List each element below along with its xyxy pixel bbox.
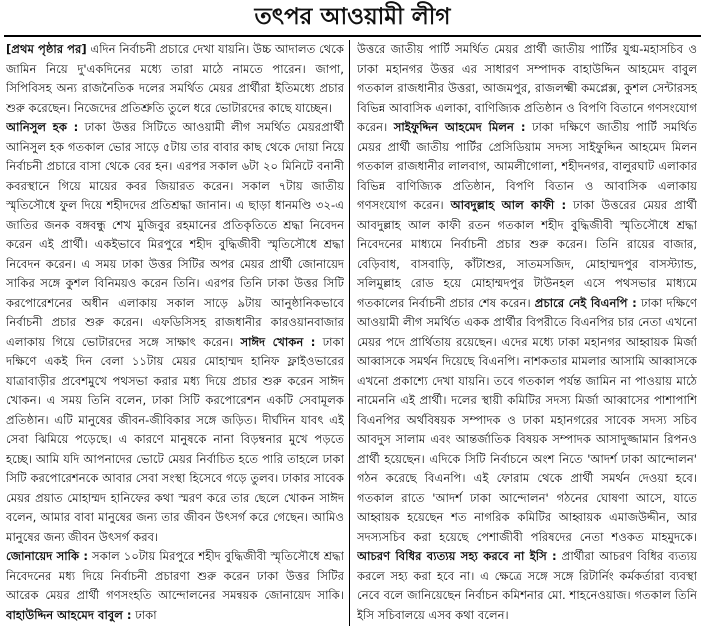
headline-rule — [4, 35, 701, 37]
run: আনিসুল হক : — [6, 120, 79, 134]
run: প্রচারে নেই বিএনপি : — [534, 295, 637, 310]
run: প্রার্থীরা আচরণ বিধির ব্যত্যয় করলে সহ্য করা হবে না। এ ক্ষেত্রে সঙ্গে সঙ্গে রিটার্নিং কর্মকর্তারা ব্যবস্থা নেবে বলে জানিয়েছেন নির্বাচন কমিশনার মো. শাহনেওয়াজ। গতকাল তিনি ইসি সচিবালয়ে এসব কথা বলেন। — [357, 549, 697, 622]
run: ঢাকা উত্তরের মেয়র প্রার্থী আবদুল্লাহ আল কাফী রতন গতকাল শহীদ বুদ্ধিজীবী স্মৃতিসৌধে শ্রদ্ধা নিবেদনের মাধ্যমে নির্বাচনী প্রচার শুরু করেন। তিনি রায়ের বাজার, বেড়িবাধ, বাসবাড়ি, কাঁটাশুর, সাতমসজিদ, মোহাম্মদপুর বাসস্ট্যান্ড, সলিমুল্লাহ রোড হয়ে মোহাম্মদপুর টাউনহল এসে পথসভার মাধ্যমে গতকালের নির্বাচনী প্রচার শেষ করেন। — [357, 198, 697, 310]
left-paragraph-3 — [6, 547, 344, 625]
right-column — [357, 40, 697, 628]
run: জোনায়েদ সাকি : — [6, 549, 89, 563]
left-column — [6, 40, 344, 628]
run: সকাল ১০টায় মিরপুরে শহীদ বুদ্ধিজীবী স্মৃতিসৌধে শ্রদ্ধা নিবেদনের মধ্য দিয়ে নির্বাচনী প্রচারণা শুরু করেন ঢাকা উত্তর সিটির আরেক মেয়র প্রার্থী গণসংহতি আন্দোলনের সমন্বয়ক জোনায়েদ সাকি। — [6, 549, 344, 602]
left-paragraph-1 — [6, 40, 344, 118]
run: সাঈদ খোকন : — [240, 334, 316, 349]
run: উত্তরে জাতীয় পার্টি সমর্থিত মেয়র প্রার্থী জাতীয় পার্টির যুগ্ম-মহাসচিব ও ঢাকা মহানগর উত্তর এর সাধারণ সম্পাদক বাহাউদ্দিন আহমেদ বাবুল গতকাল রাজধানীর উত্তরা, আজমপুর, রাজলক্ষ্মী কমপ্লেক্স, কুশল সেন্টারসহ বিভিন্ন আবাসিক এলাকা, বাণিজ্যিক প্রতিষ্ঠান ও বিপণি বিতানে গণসংযোগ করেন। — [357, 42, 697, 134]
run: আবদুল্লাহ আল কাফী : — [450, 198, 567, 212]
headline: তৎপর আওয়ামী লীগ — [254, 4, 451, 30]
left-paragraph-2 — [6, 118, 344, 547]
right-paragraph-1 — [357, 40, 697, 625]
run: ঢাকা দক্ষিণে একই দিন বেলা ১১টায় মেয়র মোহাম্মদ হানিফ ফ্লাইওভারের যাত্রাবাড়ীর প্রবেশমুখে পথসভা করার মধ্য দিয়ে প্রচার শুরু করেন সাঈদ খোকন। এ সময় তিনি বলেন, ঢাকা সিটি করপোরেশন একটি সেবামূলক প্রতিষ্ঠান। এটি মানুষের জীবন-জীবিকার সঙ্গে জড়িত। দীর্ঘদিন যাবৎ এই সেবা ঝিমিয়ে পড়েছে। এ কারণে মানুষকে নানা বিড়ম্বনার মুখে পড়তে হচ্ছে। আমি যদি আপনাদের ভোটে মেয়র নির্বাচিত হতে পারি তাহলে ঢাকা সিটি করপোরেশনকে আবার সেবা সংস্থা হিসেবে গড়ে তুলব। ঢাকার সাবেক মেয়র প্রয়াত মোহাম্মদ হানিফের কথা স্মরণ করে তার ছেলে খোকন সাঈদ বলেন, আমার বাবা মানুষের জন্য তার জীবন উৎসর্গ করে গেছেন। আমিও মানুষের জন্য জীবন উৎসর্গ করব। — [6, 334, 344, 544]
run: বাহাউদ্দিন আহমেদ বাবুল : — [6, 607, 132, 622]
column-divider — [349, 40, 350, 626]
run: আচরণ বিধির ব্যত্যয় সহ্য করবে না ইসি : — [357, 549, 557, 563]
run: সাইফুদ্দিন আহমেদ মিলন : — [393, 120, 526, 134]
run: [প্রথম পৃষ্ঠার পর] — [6, 42, 87, 56]
run: ঢাকা উত্তর সিটিতে আওয়ামী লীগ সমর্থিত মেয়রপ্রার্থী আনিসুল হক গতকাল ভোর সাড়ে ৫টায় তার বাবার কাছ থেকে দোয়া নিয়ে নির্বাচনী প্রচারে বাসা থেকে বের হন। এরপর সকাল ৬টা ২০ মিনিটে বনানী কবরস্থানে গিয়ে মায়ের কবর জিয়ারত করেন। সকাল ৭টায় জাতীয় স্মৃতিসৌধে ফুল দিয়ে শহীদদের প্রতিশ্রদ্ধা জানান। এ ছাড়া ধানমণ্ডি ৩২-এ জাতির জনক বঙ্গবন্ধু শেখ মুজিবুর রহমানের প্রতিকৃতিতে শ্রদ্ধা নিবেদন করেন এই প্রার্থী। একইভাবে মিরপুরে শহীদ বুদ্ধিজীবী স্মৃতিসৌধে শ্রদ্ধা নিবেদন করেন। এ সময় ঢাকা উত্তর সিটির অপর মেয়র প্রার্থী জোনায়েদ সাকির সঙ্গে কুশল বিনিময়ও করেন তিনি। এরপর তিনি ঢাকা উত্তর সিটি করপোরেশনের অধীন এলাকায় সকাল সাড়ে ৯টায় আনুষ্ঠানিকভাবে নির্বাচনী প্রচার শুরু করেন। এফডিসিসহ রাজধানীর কারওয়ানবাজার এলাকায় গিয়ে ভোটারদের সঙ্গে সাক্ষাৎ করেন। — [6, 120, 344, 349]
run: এদিন নির্বাচনী প্রচারে দেখা যায়নি। উচ্চ আদালত থেকে জামিন নিয়ে দু'একদিনের মধ্যে তারা মাঠে নামতে পারেন। জাপা, সিপিবিসহ অন্য রাজনৈতিক দলের সমর্থিত মেয়র প্রার্থীরা ইতিমধ্যে প্রচার শুরু করেছেন। নিজেদের প্রতিশ্রুতি তুলে ধরে ভোটারদের কাছে যাচ্ছেন। — [6, 42, 344, 115]
run: ঢাকা দক্ষিণে জাতীয় পার্টি সমর্থিত মেয়র প্রার্থী জাতীয় পার্টির প্রেসিডিয়াম সদস্য সাইফুদ্দিন আহমেদ মিলন গতকাল রাজধানীর লালবাগ, আমলীগোলা, শহীদনগর, বালুরঘাট এলাকার বিভিন্ন বাণিজ্যিক প্রতিষ্ঠান, বিপণি বিতান ও আবাসিক এলাকায় গণসংযোগ করেন। — [357, 120, 697, 212]
run: ঢাকা দক্ষিণে আওয়ামী লীগ সমর্থিত একক প্রার্থীর বিপরীতে বিএনপির চার নেতা এখনো মেয়র পদে প্রার্থিতায় রয়েছেন। এদের মধ্যে ঢাকা মহানগর আহ্বায়ক মির্জা আব্বাসকে সমর্থন দিয়েছে বিএনপি। নাশকতার মামলার আসামি আব্বাসকে এখনো প্রকাশ্যে দেখা যায়নি। তবে গতকাল পর্যন্ত জামিন না পাওয়ায় মাঠে নামেননি এই প্রার্থী। দলের স্থায়ী কমিটির সদস্য মির্জা আব্বাসের পাশাপাশি বিএনপির অর্থবিষয়ক সম্পাদক ও ঢাকা মহানগরের সাবেক সদস্য সচিব আবদুস সালাম এবং আন্তর্জাতিক বিষয়ক সম্পাদক আসাদুজ্জামান রিপনও প্রার্থী হয়েছেন। এদিকে সিটি নির্বাচনে অংশ নিতে 'আদর্শ ঢাকা আন্দোলন' গঠন করেছে বিএনপি। এই ফোরাম থেকে প্রার্থী সমর্থন দেওয়া হবে। গতকাল রাতে 'আদর্শ ঢাকা আন্দোলন' গঠনের ঘোষণা আসে, যাতে আহ্বায়ক হয়েছেন শত নাগরিক কমিটির আহ্বায়ক এমাজউদ্দীন, আর সদস্যসচিব করা হয়েছে পেশাজীবী পরিষদের নেতা শওকত মাহমুদকে। — [357, 295, 697, 544]
run: ঢাকা — [131, 607, 157, 622]
